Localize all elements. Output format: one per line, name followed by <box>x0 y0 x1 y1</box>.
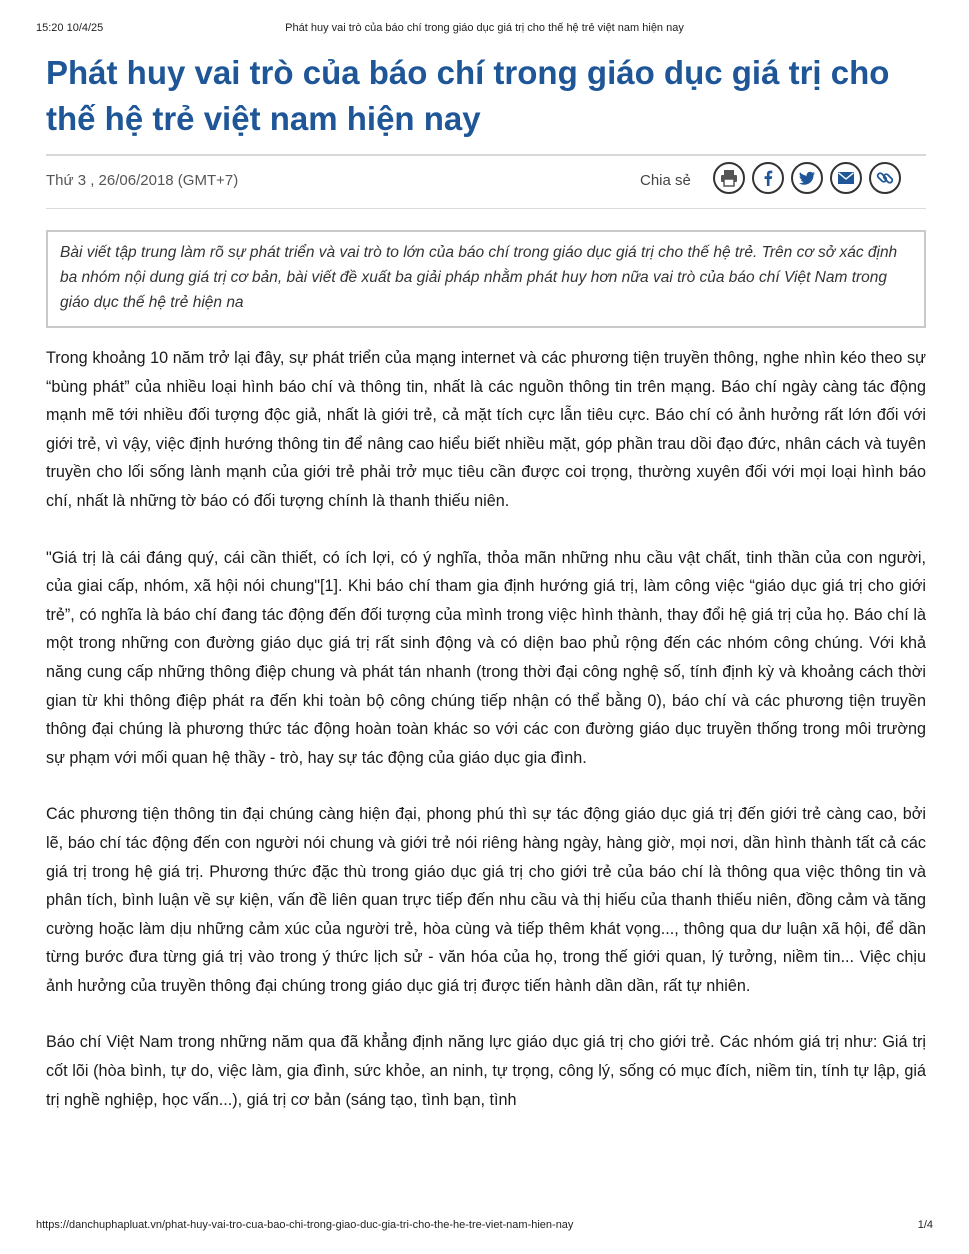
body-paragraph: Trong khoảng 10 năm trở lại đây, sự phát triển của mạng internet và các phương tiện truyền thông, nghe nhìn kéo theo sự “bùng phát” của nhiều loại hình báo chí và thông tin, nhất là các nguồn thông tin trên mạng. Báo chí ngày càng tác động mạnh mẽ tới nhiều đối tượng độc giả, nhất là giới trẻ, cả mặt tích cực lẫn tiêu cực. Báo chí có ảnh hưởng rất lớn đối với giới trẻ, vì vậy, việc định hướng thông tin để nâng cao hiểu biết nhiều mặt, góp phần trau dồi đạo đức, nhân cách và tuyên truyền cho lối sống lành mạnh của giới trẻ phải trở mục tiêu cần được coi trọng, thường xuyên đối với mọi loại hình báo chí, nhất là những tờ báo có đối tượng chính là thanh thiếu niên. <box>46 349 926 510</box>
print-timestamp: 15:20 10/4/25 <box>36 22 104 34</box>
facebook-share-button[interactable] <box>752 162 784 194</box>
share-label: Chia sẻ <box>640 172 691 189</box>
meta-divider <box>46 208 926 209</box>
page-number: 1/4 <box>917 1219 933 1231</box>
twitter-share-button[interactable] <box>791 162 823 194</box>
body-paragraph: Báo chí Việt Nam trong những năm qua đã khẳng định năng lực giáo dục giá trị cho giới trẻ. Các nhóm giá trị như: Giá trị cốt lõi (hòa bình, tự do, việc làm, gia đình, sức khỏe, an ninh, tự trọng, công lý, sống có mục đích, niềm tin, tính tự lập, giá trị nghề nghiệp, học vấn...), giá trị cơ bản (sáng tạo, tình bạn, tình <box>46 1033 926 1109</box>
twitter-icon <box>797 168 817 188</box>
title-divider <box>46 154 926 156</box>
article-date: Thứ 3 , 26/06/2018 (GMT+7) <box>46 172 239 189</box>
print-icon <box>719 168 739 188</box>
body-paragraph: Các phương tiện thông tin đại chúng càng hiện đại, phong phú thì sự tác động giáo dục giá trị đến giới trẻ càng cao, bởi lẽ, báo chí tác động đến con người nói chung và giới trẻ nói riêng hàng ngày, hàng giờ, mọi nơi, dần hình thành tất cả các giá trị trong hệ giá trị. Phương thức đặc thù trong giáo dục giá trị cho giới trẻ của báo chí là thông qua việc thông tin và phân tích, bình luận về sự kiện, vấn đề liên quan trực tiếp đến nhu cầu và thị hiếu của thanh thiếu niên, đồng cảm và tăng cường hoặc làm dịu những cảm xúc của người trẻ, hòa cùng và tiếp thêm khát vọng..., thông qua dư luận xã hội, để dần từng bước đưa từng giá trị vào trong ý thức lịch sử - văn hóa của họ, trong thế giới quan, lý tưởng, niềm tin... Việc chịu ảnh hưởng của truyền thông đại chúng trong giáo dục giá trị được tiến hành dần dần, rất tự nhiên. <box>46 805 926 995</box>
print-page-title: Phát huy vai trò của báo chí trong giáo dục giá trị cho thế hệ trẻ việt nam hiện nay <box>285 22 684 34</box>
copy-link-button[interactable] <box>869 162 901 194</box>
facebook-icon <box>758 168 778 188</box>
link-icon <box>875 168 895 188</box>
body-paragraph: "Giá trị là cái đáng quý, cái cần thiết, có ích lợi, có ý nghĩa, thỏa mãn những nhu cầu vật chất, tinh thần của con người, của giai cấp, nhóm, xã hội nói chung"[1]. Khi báo chí tham gia định hướng giá trị, làm công việc “giáo dục giá trị cho giới trẻ”, có nghĩa là báo chí đang tác động đến đối tượng của mình trong việc hình thành, thay đổi hệ giá trị của họ. Báo chí là một trong những con đường giáo dục giá trị rất sinh động và có diện bao phủ rộng đến các nhóm công chúng. Với khả năng cung cấp những thông điệp chung và phát tán nhanh (trong thời đại công nghệ số, tính định kỳ và khoảng cách thời gian từ khi thông điệp phát ra đến khi toàn bộ công chúng tiếp nhận có thể bằng 0), báo chí và các phương tiện truyền thông đại chúng là phương thức tác động hoàn toàn khác so với các con đường giáo dục truyền thống trong môi trường sự phạm với mối quan hệ thầy - trò, hay sự tác động của giáo dục gia đình. <box>46 548 926 767</box>
email-icon <box>836 168 856 188</box>
email-share-button[interactable] <box>830 162 862 194</box>
article-body <box>46 344 926 1142</box>
share-toolbar <box>713 162 901 194</box>
print-button[interactable] <box>713 162 745 194</box>
article-summary: Bài viết tập trung làm rõ sự phát triển và vai trò to lớn của báo chí trong giáo dục giá trị cho thế hệ trẻ. Trên cơ sở xác định ba nhóm nội dung giá trị cơ bản, bài viết đề xuất ba giải pháp nhằm phát huy hơn nữa vai trò của báo chí Việt Nam trong giáo dục thế hệ trẻ hiện na <box>46 230 926 328</box>
print-url: https://danchuphapluat.vn/phat-huy-vai-tro-cua-bao-chi-trong-giao-duc-gia-tri-cho-the-he-tre-viet-nam-hien-nay <box>36 1219 574 1231</box>
article-title: Phát huy vai trò của báo chí trong giáo dục giá trị cho thế hệ trẻ việt nam hiện nay <box>46 54 890 137</box>
print-header <box>36 22 933 36</box>
